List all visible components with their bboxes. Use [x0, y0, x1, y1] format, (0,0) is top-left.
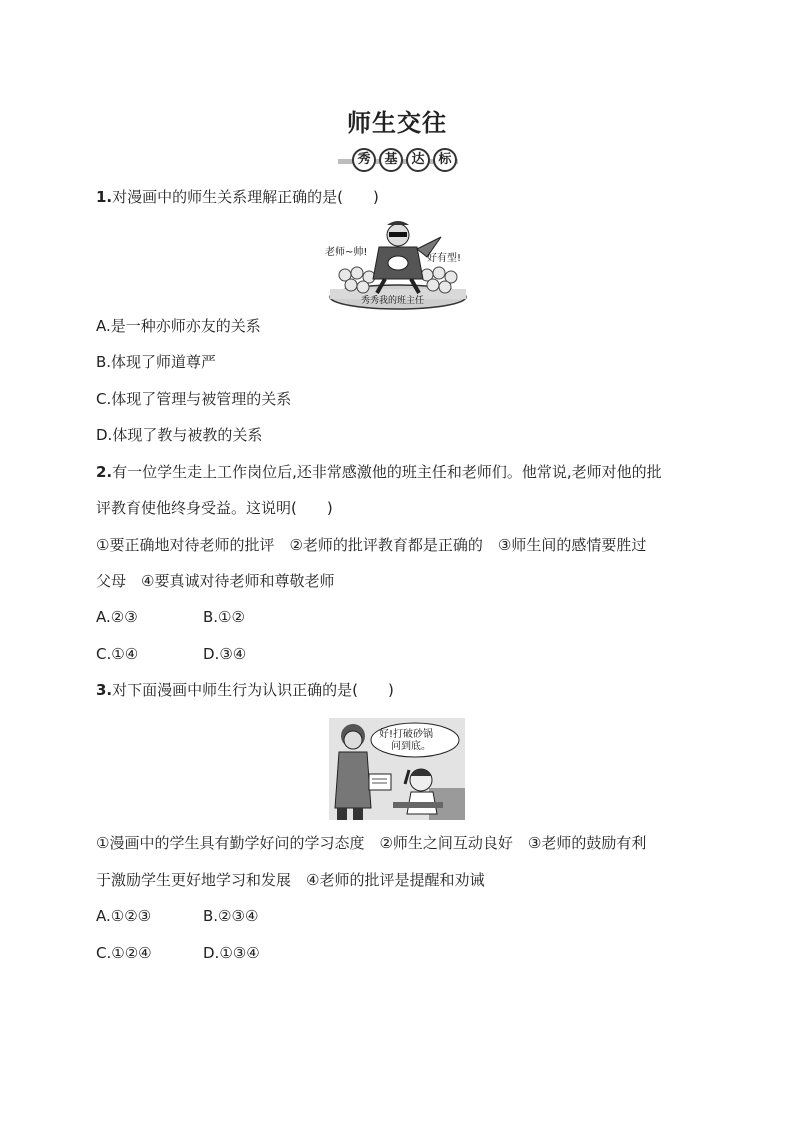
question-number: 1. — [96, 188, 113, 206]
banner-char: 基 — [379, 148, 403, 172]
question-text: 有一位学生走上工作岗位后,还非常感激他的班主任和老师们。他常说,老师对他的批 — [112, 463, 662, 481]
question-3-cartoon — [329, 718, 465, 820]
page-title: 师生交往 — [347, 109, 447, 137]
question-3-statements-line1: ①漫画中的学生具有勤学好问的学习态度 ②师生之间互动良好 ③老师的鼓励有利 — [96, 834, 647, 852]
question-text: 对下面漫画中师生行为认识正确的是( ) — [112, 681, 394, 699]
question-3-options-row-1 — [96, 906, 151, 926]
cartoon-podium-label: 秀秀我的班主任 — [361, 296, 425, 306]
section-banner — [338, 148, 458, 172]
question-3-option-a: A.①②③ — [96, 907, 152, 925]
question-3-option-c: C.①②④ — [96, 944, 152, 962]
question-2-stem-line2: 评教育使他终身受益。这说明( ) — [96, 499, 333, 517]
question-2-options-row-1 — [96, 607, 138, 627]
cartoon-speech-right: 好有型! — [427, 253, 462, 264]
question-number: 3. — [96, 681, 113, 699]
question-3-options-row-2 — [96, 943, 152, 963]
question-2-stem-line1 — [96, 462, 662, 482]
question-1-option-d: D.体现了教与被教的关系 — [96, 426, 263, 444]
question-3-statements-line2: 于激励学生更好地学习和发展 ④老师的批评是提醒和劝诫 — [96, 871, 485, 889]
cartoon-speech-line1: 好!打破砂锅 — [379, 729, 434, 740]
banner-chars — [352, 148, 457, 172]
question-3-stem — [96, 680, 394, 700]
question-1-cartoon — [323, 217, 473, 311]
question-number: 2. — [96, 463, 113, 481]
banner-char: 达 — [406, 148, 430, 172]
cartoon-speech-line2: 问到底。 — [391, 741, 431, 752]
question-2-option-d: D.③④ — [203, 645, 247, 663]
banner-char: 标 — [433, 148, 457, 172]
question-1-option-c: C.体现了管理与被管理的关系 — [96, 390, 292, 408]
question-2-statements-line2: 父母 ④要真诚对待老师和尊敬老师 — [96, 572, 335, 590]
banner-char: 秀 — [352, 148, 376, 172]
question-2-option-a: A.②③ — [96, 608, 138, 626]
question-2-options-row-2 — [96, 644, 138, 664]
question-3-option-b: B.②③④ — [203, 907, 259, 925]
cartoon-speech-left: 老师~帅! — [325, 247, 368, 258]
question-2-option-b: B.①② — [203, 608, 245, 626]
question-3-option-d: D.①③④ — [203, 944, 260, 962]
question-2-option-c: C.①④ — [96, 645, 139, 663]
question-text: 对漫画中的师生关系理解正确的是( ) — [112, 188, 379, 206]
question-1-option-a: A.是一种亦师亦友的关系 — [96, 317, 261, 335]
question-2-statements-line1: ①要正确地对待老师的批评 ②老师的批评教育都是正确的 ③师生间的感情要胜过 — [96, 536, 647, 554]
question-1-option-b: B.体现了师道尊严 — [96, 353, 217, 371]
question-1-stem — [96, 187, 379, 207]
